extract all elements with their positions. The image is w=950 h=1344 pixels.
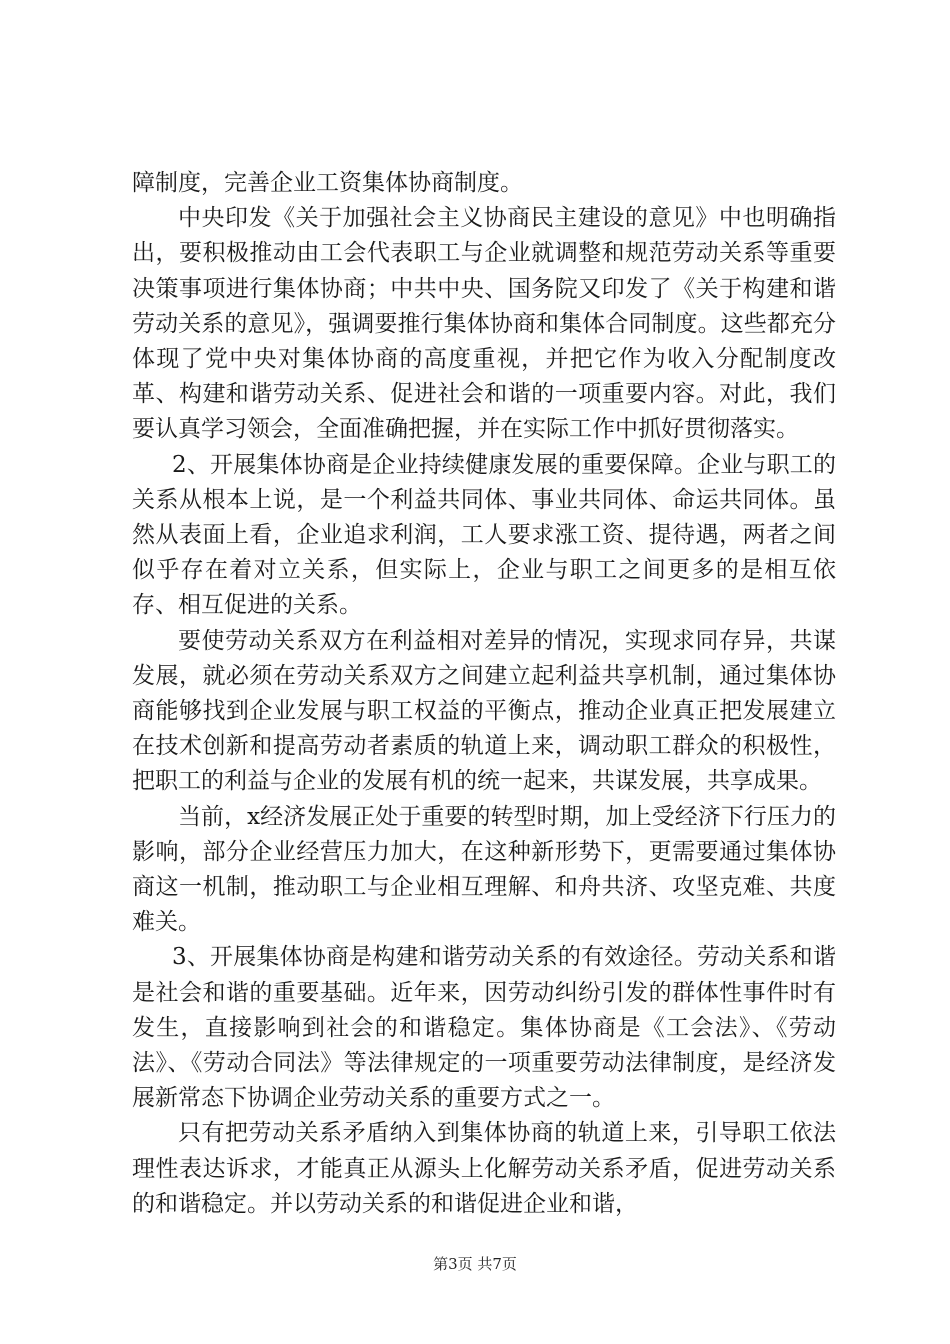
paragraph-current-situation: 当前，x经济发展正处于重要的转型时期，加上受经济下行压力的影响，部分企业经营压力加大，在这种新形势下，更需要通过集体协商这一机制，推动职工与企业相互理解、和舟共济、攻坚克难、共度难关。 [132, 803, 836, 936]
document-body [132, 166, 836, 1222]
paragraph-point-2: 2、开展集体协商是企业持续健康发展的重要保障。企业与职工的关系从根本上说，是一个利益共同体、事业共同体、命运共同体。虽然从表面上看，企业追求利润，工人要求涨工资、提待遇，两者之间似乎存在着对立关系，但实际上，企业与职工之间更多的是相互依存、相互促进的关系。 [132, 451, 836, 619]
paragraph-benefit-sharing: 要使劳动关系双方在利益相对差异的情况，实现求同存异，共谋发展，就必须在劳动关系双方之间建立起利益共享机制，通过集体协商能够找到企业发展与职工权益的平衡点，推动企业真正把发展建立在技术创新和提高劳动者素质的轨道上来，调动职工群众的积极性，把职工的利益与企业的发展有机的统一起来，共谋发展，共享成果。 [132, 627, 836, 795]
paragraph-central-opinion: 中央印发《关于加强社会主义协商民主建设的意见》中也明确指出，要积极推动由工会代表职工与企业就调整和规范劳动关系等重要决策事项进行集体协商；中共中央、国务院又印发了《关于构建和谐劳动关系的意见》，强调要推行集体协商和集体合同制度。这些都充分体现了党中央对集体协商的高度重视，并把它作为收入分配制度改革、构建和谐劳动关系、促进社会和谐的一项重要内容。对此，我们要认真学习领会，全面准确把握，并在实际工作中抓好贯彻落实。 [132, 205, 836, 443]
page-number-footer: 第3页 共7页 [433, 1255, 517, 1273]
paragraph-conflict-resolution: 只有把劳动关系矛盾纳入到集体协商的轨道上来，引导职工依法理性表达诉求，才能真正从源头上化解劳动关系矛盾，促进劳动关系的和谐稳定。并以劳动关系的和谐促进企业和谐， [132, 1120, 836, 1217]
paragraph-continuation: 障制度，完善企业工资集体协商制度。 [132, 170, 523, 196]
paragraph-point-3: 3、开展集体协商是构建和谐劳动关系的有效途径。劳动关系和谐是社会和谐的重要基础。近年来，因劳动纠纷引发的群体性事件时有发生，直接影响到社会的和谐稳定。集体协商是《工会法》、《劳动法》、《劳动合同法》等法律规定的一项重要劳动法律制度，是经济发展新常态下协调企业劳动关系的重要方式之一。 [132, 944, 836, 1112]
